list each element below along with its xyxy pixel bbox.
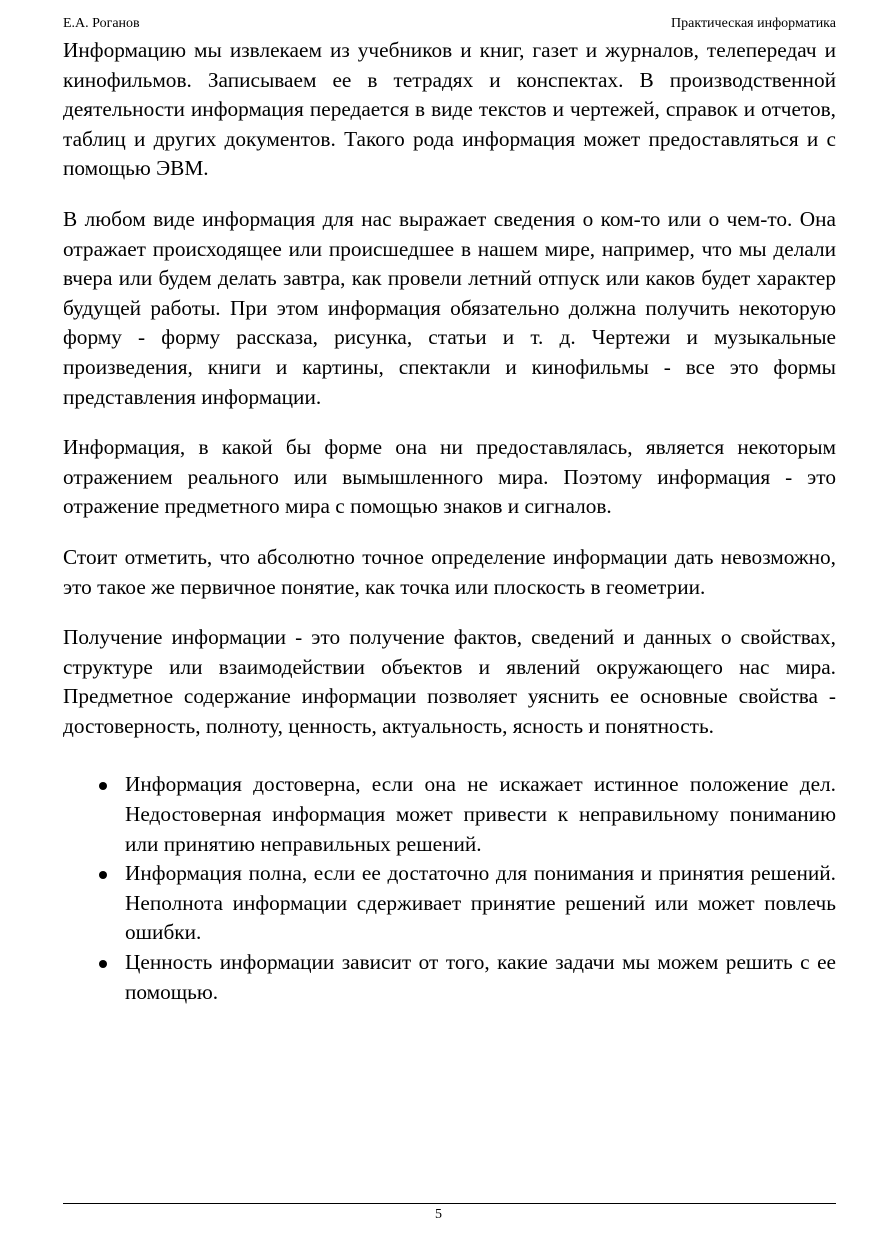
bullet-list: [63, 770, 836, 1007]
header-title: Практическая информатика: [671, 16, 836, 31]
paragraph: Информацию мы извлекаем из учебников и книг, газет и журналов, телепередач и кинофильмов. Записываем ее в тетрадях и конспектах. В производственной деятельности информация передается в виде текстов и чертежей, справок и отчетов, таблиц и других документов. Такого рода информация может предоставляться и с помощью ЭВМ.: [63, 38, 836, 181]
bullet-icon: [99, 871, 107, 879]
page-header: [63, 14, 836, 34]
page-number: 5: [435, 1207, 442, 1222]
paragraph: Стоит отметить, что абсолютно точное определение информации дать невозможно, это такое же первичное понятие, как точка или плоскость в геометрии.: [63, 544, 836, 599]
list-item: [63, 770, 836, 859]
list-item: [63, 948, 836, 1007]
footer-divider: [63, 1203, 836, 1204]
paragraph: В любом виде информация для нас выражает сведения о ком-то или о чем-то. Она отражает происходящее или происшедшее в нашем мире, например, что мы делали вчера или будем делать завтра, как провели летний отпуск или каков будет характер будущей работы. При этом информация обязательно должна получить некоторую форму - форму рассказа, рисунка, статьи и т. д. Чертежи и музыкальные произведения, книги и картины, спектакли и кинофильмы - все это формы представления информации.: [63, 206, 836, 409]
list-item-text: Информация полна, если ее достаточно для понимания и принятия решений. Неполнота информации сдерживает принятие решений или может повлечь ошибки.: [125, 861, 836, 945]
bullet-icon: [99, 782, 107, 790]
list-item: [63, 859, 836, 948]
header-author: Е.А. Роганов: [63, 16, 140, 31]
list-item-text: Ценность информации зависит от того, какие задачи мы можем решить с ее помощью.: [125, 950, 836, 1004]
list-item-text: Информация достоверна, если она не искажает истинное положение дел. Недостоверная информация может привести к неправильному пониманию или принятию неправильных решений.: [125, 772, 836, 856]
paragraph: Информация, в какой бы форме она ни предоставлялась, является некоторым отражением реального или вымышленного мира. Поэтому информация - это отражение предметного мира с помощью знаков и сигналов.: [63, 435, 836, 519]
paragraph: Получение информации - это получение фактов, сведений и данных о свойствах, структуре или взаимодействии объектов и явлений окружающего нас мира. Предметное содержание информации позволяет уяснить ее основные свойства - достоверность, полноту, ценность, актуальность, ясность и понятность.: [63, 625, 836, 738]
page-content: [63, 36, 836, 1007]
bullet-icon: [99, 960, 107, 968]
